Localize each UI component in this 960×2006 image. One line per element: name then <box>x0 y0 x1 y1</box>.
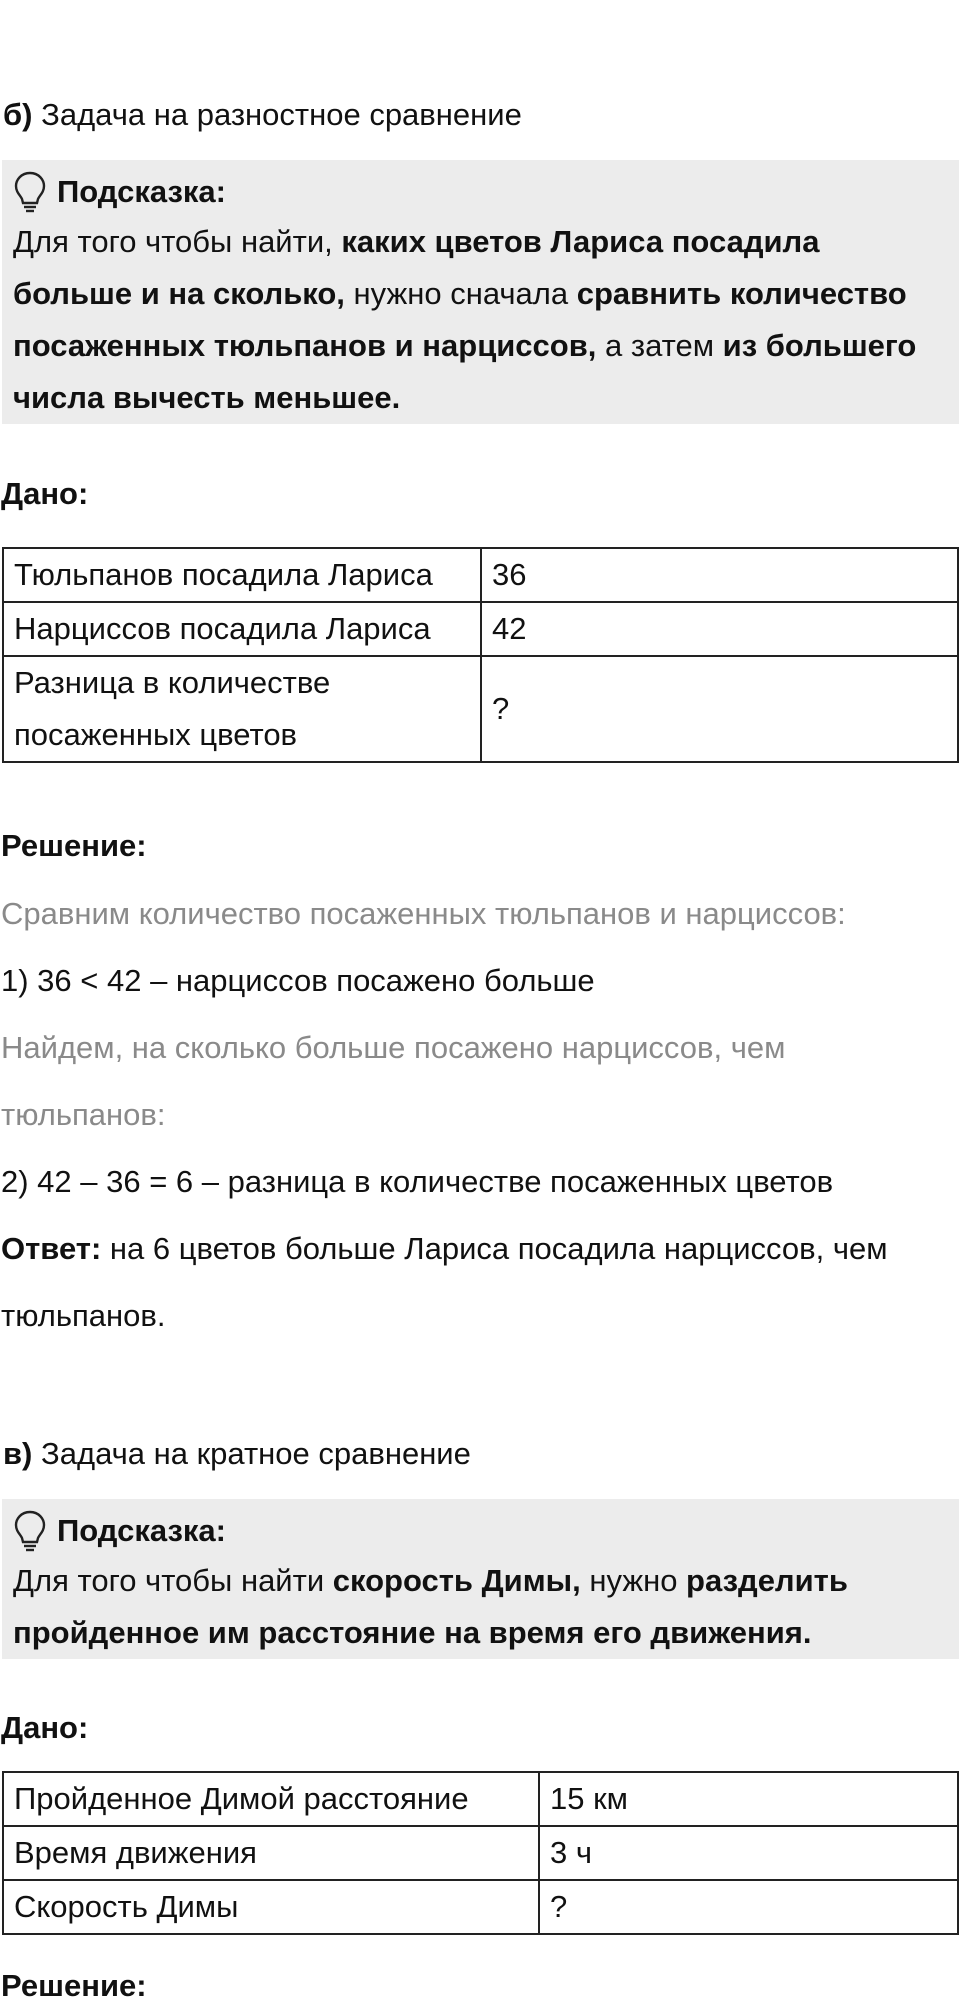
given-value-cell: 15 км <box>539 1772 958 1826</box>
solution-step-text: Найдем, на сколько больше посажено нарциссов, чем <box>1 1030 786 1065</box>
section-b-title <box>3 95 522 135</box>
table-row <box>3 602 958 656</box>
given-value-cell: 3 ч <box>539 1826 958 1880</box>
hint-text-part: Для того чтобы найти, <box>13 224 342 259</box>
lightbulb-icon <box>13 170 47 214</box>
hint-text-part: Для того чтобы найти <box>13 1563 333 1598</box>
hint-text <box>13 1555 947 1659</box>
section-b-title-text: Задача на разностное сравнение <box>41 97 522 132</box>
answer-text: на 6 цветов больше Лариса посадила нарциссов, чем <box>101 1231 888 1266</box>
hint-text-bold: разделить пройденное им расстояние на время его движения. <box>13 1563 848 1650</box>
solution-label: Решение: <box>1 1968 147 2003</box>
solution-step-1: 1) 36 < 42 – нарциссов посажено больше <box>1 963 595 998</box>
table-row <box>3 1772 958 1826</box>
hint-box-v <box>2 1499 959 1659</box>
answer-label: Ответ: <box>1 1231 102 1266</box>
hint-header <box>13 1507 947 1555</box>
hint-text <box>13 216 947 424</box>
solution-step-2: 2) 42 – 36 = 6 – разница в количестве посаженных цветов <box>1 1164 834 1199</box>
table-row <box>3 548 958 602</box>
hint-box-b <box>2 160 959 424</box>
given-name-cell: Тюльпанов посадила Лариса <box>3 548 481 602</box>
answer-line <box>1 1229 888 1269</box>
section-v-title-text: Задача на кратное сравнение <box>41 1436 471 1471</box>
section-b-letter: б) <box>3 97 33 132</box>
section-v-letter: в) <box>3 1436 33 1471</box>
answer-line-2: тюльпанов. <box>1 1298 166 1333</box>
given-value-cell: ? <box>539 1880 958 1934</box>
solution-label: Решение: <box>1 828 147 863</box>
given-name-cell: Пройденное Димой расстояние <box>3 1772 539 1826</box>
given-table-v <box>2 1771 959 1935</box>
hint-text-bold: сравнить количество посаженных тюльпанов и нарциссов, <box>13 276 907 363</box>
given-name-cell: Время движения <box>3 1826 539 1880</box>
hint-text-bold: скорость Димы, <box>332 1563 581 1598</box>
hint-text-part: а затем <box>596 328 723 363</box>
given-name-cell: Разница в количестве посаженных цветов <box>3 656 481 762</box>
given-name-cell: Нарциссов посадила Лариса <box>3 602 481 656</box>
table-row <box>3 1880 958 1934</box>
hint-text-bold: из большего числа вычесть меньшее. <box>13 328 917 415</box>
hint-header <box>13 168 947 216</box>
hint-text-bold: каких цветов Лариса посадила больше и на сколько, <box>13 224 820 311</box>
solution-step-text: Сравним количество посаженных тюльпанов и нарциссов: <box>1 896 846 931</box>
table-row <box>3 1826 958 1880</box>
hint-label: Подсказка: <box>57 1512 226 1548</box>
given-label: Дано: <box>1 1710 89 1745</box>
section-v-title <box>3 1434 471 1474</box>
table-row <box>3 656 958 762</box>
given-name-cell: Скорость Димы <box>3 1880 539 1934</box>
hint-label: Подсказка: <box>57 173 226 209</box>
given-value-cell: 42 <box>481 602 958 656</box>
given-label: Дано: <box>1 476 89 511</box>
hint-text-part: нужно <box>580 1563 687 1598</box>
solution-step-text: тюльпанов: <box>1 1097 166 1132</box>
given-value-cell: 36 <box>481 548 958 602</box>
given-table-b <box>2 547 959 763</box>
lightbulb-icon <box>13 1509 47 1553</box>
hint-text-part: нужно сначала <box>344 276 577 311</box>
given-value-cell: ? <box>481 656 958 762</box>
